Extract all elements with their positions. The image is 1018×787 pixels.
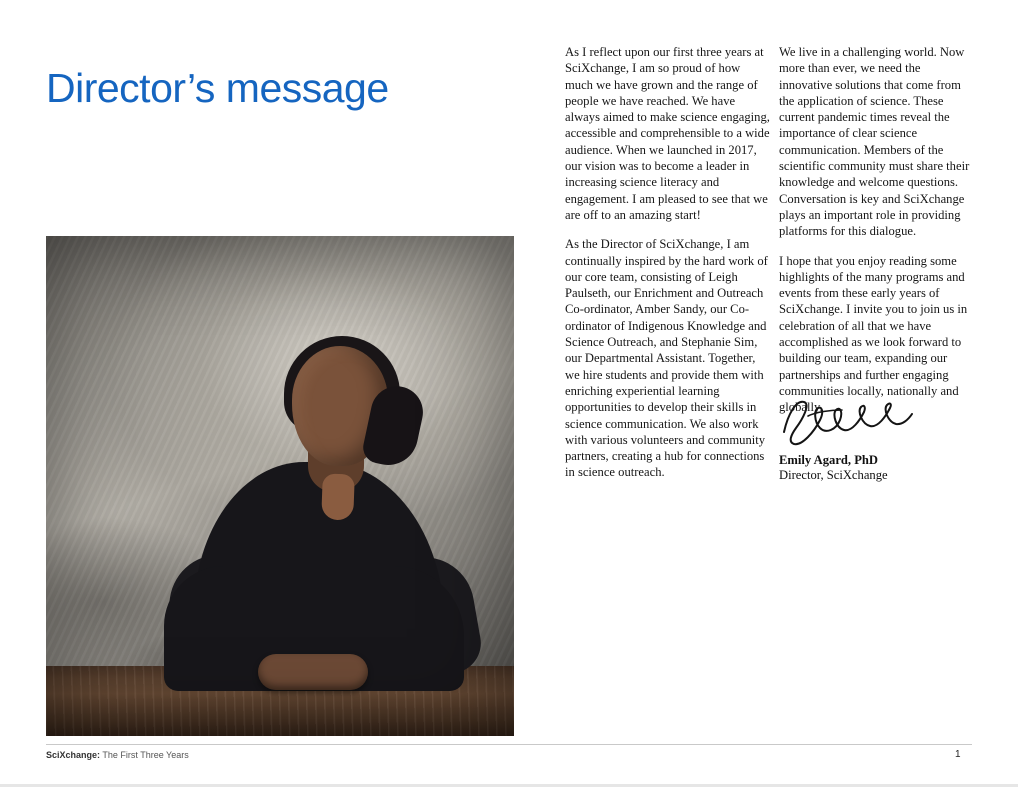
page-number: 1 — [955, 749, 961, 760]
footer-brand-name: SciXchange: — [46, 750, 101, 760]
footer-divider — [46, 744, 972, 745]
photo-figure-hands — [258, 654, 368, 690]
director-portrait-photo — [46, 236, 514, 736]
body-column-left — [565, 44, 770, 494]
signature-name: Emily Agard, PhD — [779, 453, 879, 467]
page-title: Director’s message — [46, 65, 389, 112]
signature-role: Director, SciXchange — [779, 468, 888, 482]
signature-icon — [778, 394, 918, 450]
footer-subtitle: The First Three Years — [100, 750, 189, 760]
photo-figure-neckline — [321, 473, 355, 520]
footer-brand — [46, 750, 189, 760]
body-column-right — [779, 44, 975, 429]
paragraph: I hope that you enjoy reading some highlights of the many programs and events from these early years of SciXchange. I invite you to join us in celebration of all that we have accomplished as we look forward to building our team, expanding our partnerships and further engaging communities locally, nationally and globally. — [779, 253, 968, 415]
paragraph: As the Director of SciXchange, I am continually inspired by the hard work of our core team, consisting of Leigh Paulseth, our Enrichment and Outreach Co-ordinator, Amber Sandy, our Co-ordinator of Indigenous Knowledge and Science Outreach, and Stephanie Sim, our Departmental Assistant. Together, we hire students and provide them with enriching experiential learning opportunities to develop their skills in science communication. We also work with various volunteers and community partners, creating a hub for connections in science outreach. — [565, 237, 768, 480]
paragraph: We live in a challenging world. Now more than ever, we need the innovative solutions that come from the application of science. These current pandemic times reveal the importance of clear science communication. Members of the scientific community must share their knowledge and welcome questions. Conversation is key and SciXchange plays an important role in providing platforms for this dialogue. — [779, 45, 970, 239]
paragraph: As I reflect upon our first three years at SciXchange, I am so proud of how much we have grown and the range of people we have reached. We have always aimed to make science engaging, accessible and comprehensible to a wide audience. When we launched in 2017, our vision was to become a leader in increasing science literacy and engagement. I am pleased to see that we are off to an amazing start! — [565, 45, 770, 222]
